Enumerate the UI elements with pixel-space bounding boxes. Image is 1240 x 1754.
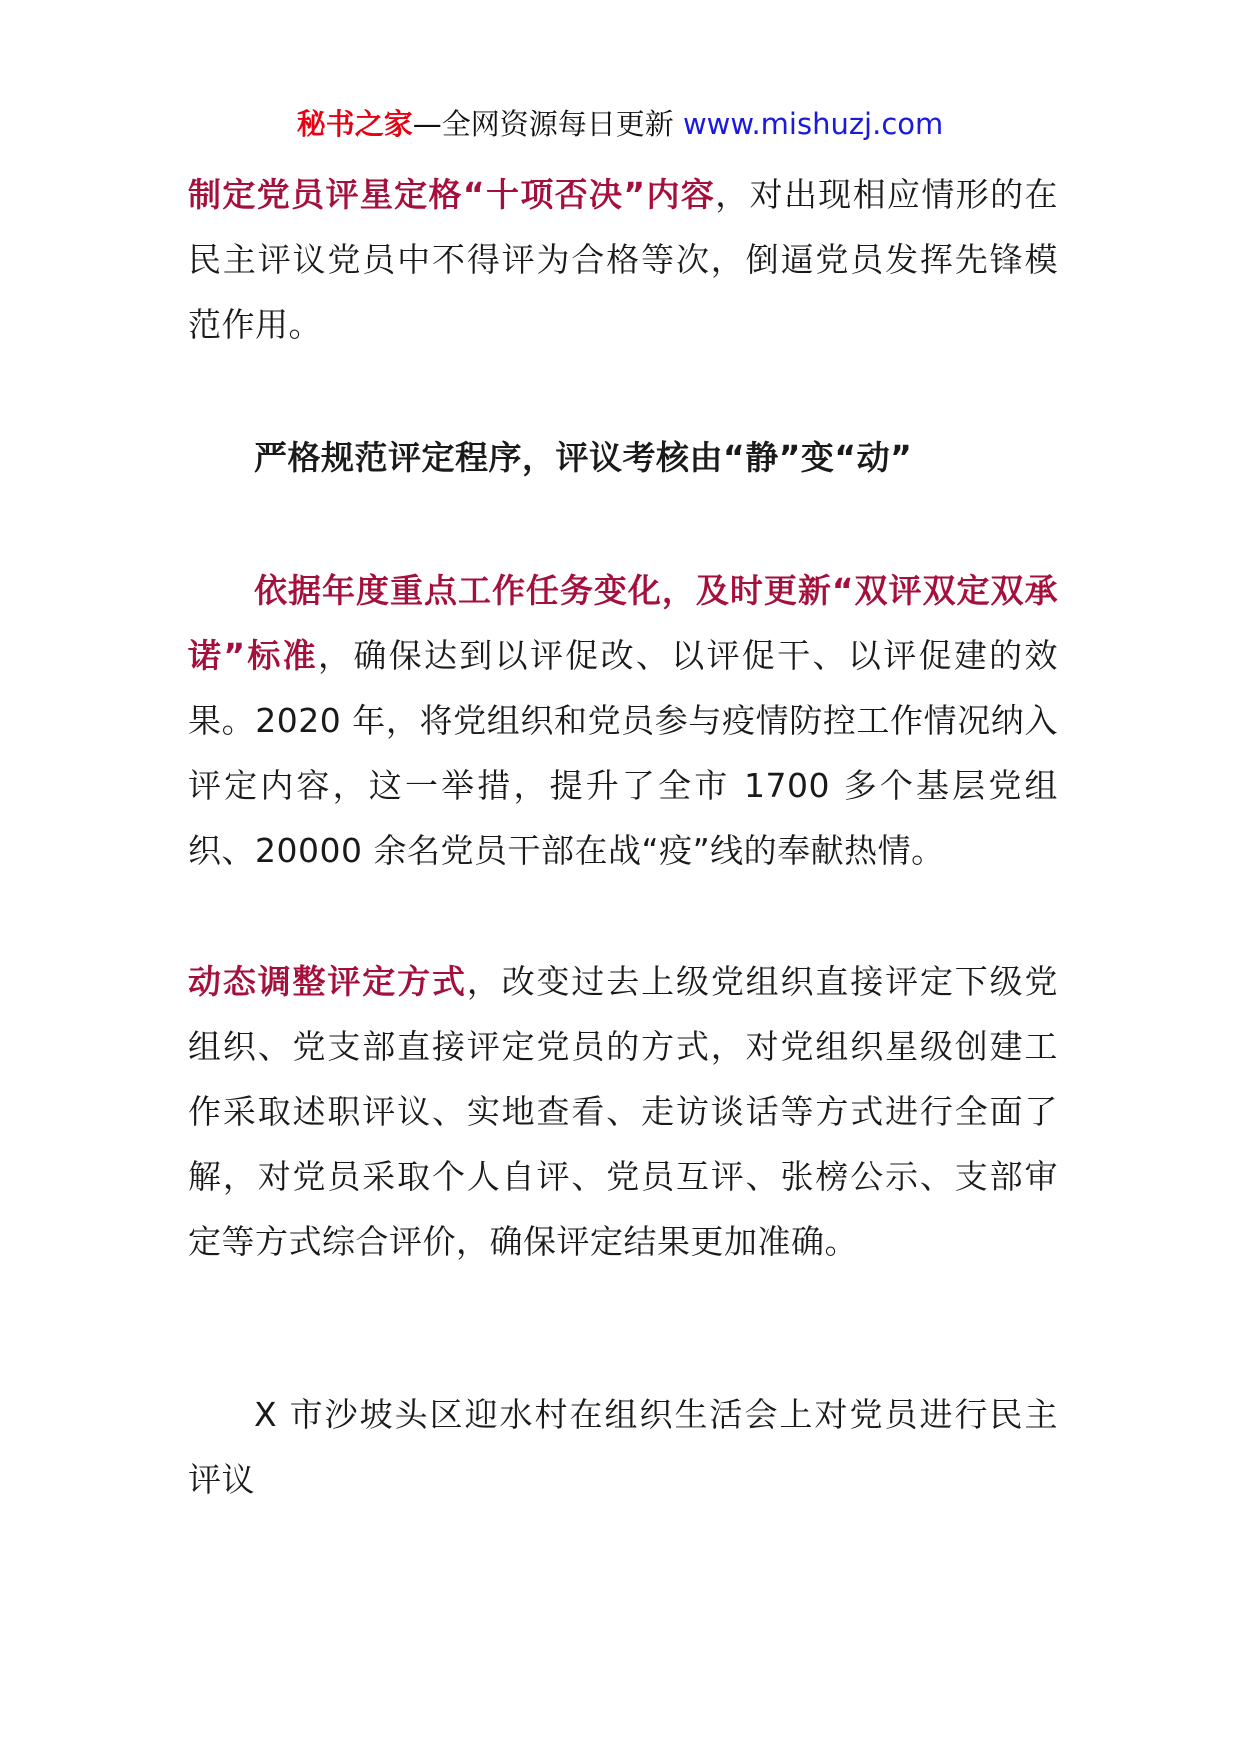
paragraph-text: ，对出现相应情形的在民主评议党员中不得评为合格等次，倒逼党员发挥先锋模范作用。 (188, 175, 1058, 344)
paragraph-dynamic-adjustment (188, 949, 1058, 1274)
paragraph-text: ，确保达到以评促改、以评促干、以评促建的效果。2020 年，将党组织和党员参与疫情防控工作情况纳入评定内容，这一举措，提升了全市 1700 多个基层党组织、20000 余名党员干部在战“疫”线的奉献热情。 (188, 636, 1058, 870)
paragraph-text: ，改变过去上级党组织直接评定下级党组织、党支部直接评定党员的方式，对党组织星级创建工作采取述职评议、实地查看、走访谈话等方式进行全面了解，对党员采取个人自评、党员互评、张榜公示、支部审定等方式综合评价，确保评定结果更加准确。 (188, 962, 1059, 1261)
paragraph-highlight: 动态调整评定方式 (188, 962, 467, 1001)
paragraph-veto-items (188, 162, 1058, 357)
section-heading: 严格规范评定程序，评议考核由“静”变“动” (254, 438, 913, 477)
document-body (188, 162, 1058, 1512)
photo-caption: X 市沙坡头区迎水村在组织生活会上对党员进行民主评议 (188, 1395, 1058, 1499)
site-tagline: —全网资源每日更新 (412, 107, 683, 141)
site-brand: 秘书之家 (296, 107, 413, 141)
site-url-link[interactable]: www.mishuzj.com (682, 107, 944, 141)
site-header (0, 104, 1240, 144)
paragraph-highlight: 依据年度重点工作任务变化，及时更新“双评双定双承诺”标准 (188, 571, 1058, 675)
paragraph-highlight: 制定党员评星定格“十项否决”内容 (188, 175, 716, 214)
paragraph-update-standards (188, 558, 1058, 883)
